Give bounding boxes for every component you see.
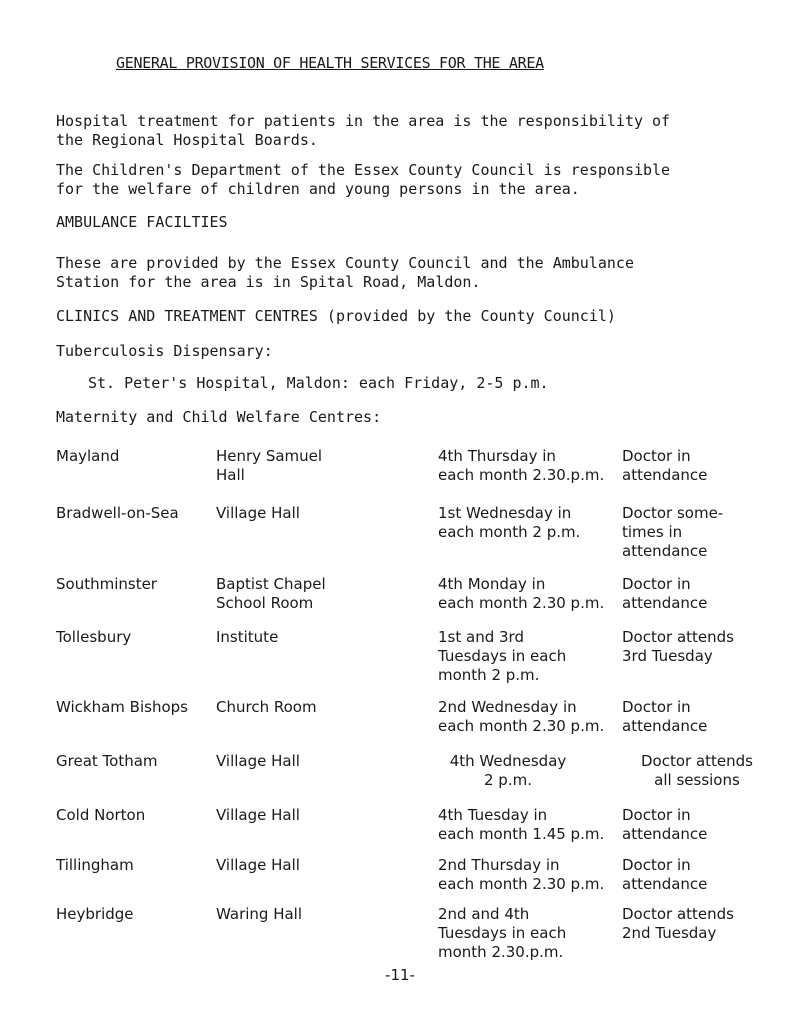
clinic-venue: Village Hall xyxy=(216,856,300,874)
clinic-doctor: Doctor attends 2nd Tuesday xyxy=(622,905,734,942)
clinic-schedule: 1st Wednesday in each month 2 p.m. xyxy=(438,504,581,541)
clinic-venue: Village Hall xyxy=(216,752,300,770)
tb-detail: St. Peter's Hospital, Maldon: each Friday, 2-5 p.m. xyxy=(88,374,549,392)
hospital-paragraph: Hospital treatment for patients in the area is the responsibility of the Regional Hospital Boards. xyxy=(56,112,671,149)
clinic-place: Great Totham xyxy=(56,752,158,770)
clinic-schedule: 4th Wednesday 2 p.m. xyxy=(449,752,567,789)
clinic-doctor: Doctor in attendance xyxy=(622,698,708,735)
clinic-place: Wickham Bishops xyxy=(56,698,188,716)
ambulance-heading: AMBULANCE FACILTIES xyxy=(56,213,228,231)
clinic-doctor: Doctor in attendance xyxy=(622,575,708,612)
clinic-schedule: 2nd Wednesday in each month 2.30 p.m. xyxy=(438,698,605,735)
clinic-venue: Henry Samuel Hall xyxy=(216,447,323,484)
clinic-venue: Institute xyxy=(216,628,279,646)
tb-heading: Tuberculosis Dispensary: xyxy=(56,342,273,360)
clinic-venue: Village Hall xyxy=(216,806,300,824)
clinic-doctor: Doctor in attendance xyxy=(622,856,708,893)
clinic-schedule: 1st and 3rd Tuesdays in each month 2 p.m. xyxy=(438,628,567,684)
clinic-doctor: Doctor in attendance xyxy=(622,447,708,484)
clinic-place: Southminster xyxy=(56,575,157,593)
clinic-place: Bradwell-on-Sea xyxy=(56,504,179,522)
clinic-place: Mayland xyxy=(56,447,120,465)
children-paragraph: The Children's Department of the Essex County Council is responsible for the welfare of children and young persons in the area. xyxy=(56,161,671,198)
clinic-venue: Village Hall xyxy=(216,504,300,522)
clinic-schedule: 4th Monday in each month 2.30 p.m. xyxy=(438,575,605,612)
clinic-place: Heybridge xyxy=(56,905,134,923)
clinic-venue: Waring Hall xyxy=(216,905,303,923)
clinic-doctor: Doctor attends all sessions xyxy=(641,752,753,789)
clinic-place: Tillingham xyxy=(56,856,134,874)
clinic-doctor: Doctor attends 3rd Tuesday xyxy=(622,628,734,665)
page-title: GENERAL PROVISION OF HEALTH SERVICES FOR THE AREA xyxy=(116,54,544,72)
ambulance-paragraph: These are provided by the Essex County Council and the Ambulance Station for the area is in Spital Road, Maldon. xyxy=(56,254,634,291)
clinic-schedule: 4th Tuesday in each month 1.45 p.m. xyxy=(438,806,605,843)
clinic-doctor: Doctor in attendance xyxy=(622,806,708,843)
clinic-place: Cold Norton xyxy=(56,806,146,824)
clinic-schedule: 2nd Thursday in each month 2.30 p.m. xyxy=(438,856,605,893)
clinics-heading: CLINICS AND TREATMENT CENTRES (provided by the County Council) xyxy=(56,307,616,325)
clinic-venue: Church Room xyxy=(216,698,317,716)
maternity-heading: Maternity and Child Welfare Centres: xyxy=(56,408,382,426)
clinic-doctor: Doctor some- times in attendance xyxy=(622,504,724,560)
clinic-schedule: 4th Thursday in each month 2.30.p.m. xyxy=(438,447,605,484)
clinic-place: Tollesbury xyxy=(56,628,132,646)
page-number: -11- xyxy=(385,966,415,984)
clinic-schedule: 2nd and 4th Tuesdays in each month 2.30.p.m. xyxy=(438,905,567,961)
clinic-venue: Baptist Chapel School Room xyxy=(216,575,326,612)
